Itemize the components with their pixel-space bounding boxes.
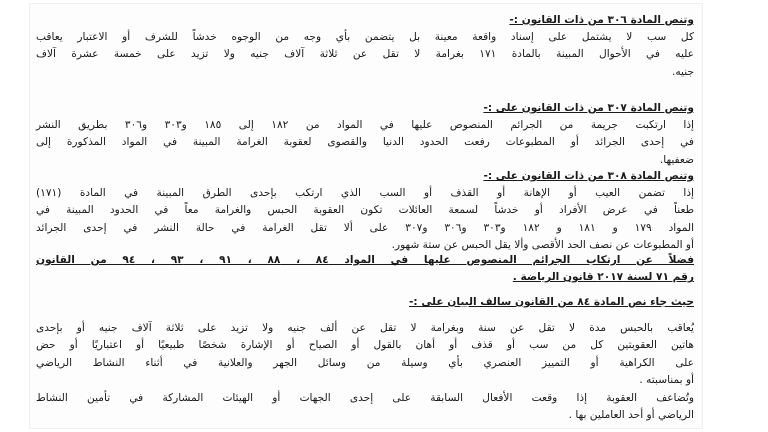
text-line: أو المطبوعات عن نصف الحد الأقصى وألا يقل الحبس عن ستة شهور. — [391, 238, 694, 251]
text-line: كل سب لا يشتمل على إسناد واقعة معينة بل يتضمن بأي وجه من الوجوه خدشاً للشرف أو الاعتبار يعاقب — [36, 31, 694, 44]
sports-law-statement — [36, 252, 694, 286]
article-307-heading: وتنص المادة ٣٠٧ من ذات القانون على :- — [483, 102, 694, 114]
text-line: أو بمناسبته . — [639, 373, 694, 386]
text-line: يُعاقب بالحبس مدة لا تقل عن سنة وبغرامة لا تقل عن ألف جنيه ولا تزيد على ثلاثة آلاف جنيه أو بإحدى — [36, 322, 694, 335]
text-line: على الكراهية أو التمييز العنصري بأي وسيلة من وسائل الجهر والعلانية في أثناء النشاط الرياضي — [36, 356, 694, 369]
text-line: الرياضي أو أحد العاملين بها . — [568, 409, 694, 422]
text-line: ضعفيها. — [659, 153, 694, 166]
text-line: في إحدى الجرائد أو المطبوعات رفعت الحدود الدنيا والقصوى لعقوبة الغرامة المبينة في المواد المذكورة إلى — [36, 136, 694, 149]
text-line: إذا تضمن العيب أو الإهانة أو القذف أو السب الذي ارتكب بإحدى الطرق المبينة في المادة (١٧١) — [36, 187, 694, 200]
document-page — [30, 4, 702, 428]
text-line: عليه في الأحوال المبينة بالمادة ١٧١ بغرامة لا تقل عن ثلاثة آلاف جنيه ولا تزيد على خمسة عشرة آلاف — [36, 48, 694, 61]
article-306-section — [36, 12, 694, 81]
sports-law-line: فضلاً عن ارتكاب الجرائم المنصوص عليها في المواد ٨٤ ، ٨٨ ، ٩١ ، ٩٣ ، ٩٤ من القانون — [36, 254, 695, 266]
article-306-heading: وتنص المادة ٣٠٦ من ذات القانون :- — [509, 14, 694, 26]
text-line: هاتين العقوبتين كل من سب أو قذف أو أهان بالقول أو الصياح أو الإشارة شخصًا طبيعيًا أو اعتباريًا أو حض — [36, 339, 694, 352]
text-line: طعناً في عرض الأفراد أو خدشاً لسمعة العائلات تكون العقوبة الحبس والغرامة معاً في الحدود المبينة في — [36, 204, 694, 217]
text-line: جنيه. — [672, 65, 694, 78]
article-84-heading: حيث جاء نص المادة ٨٤ من القانون سالف البيان على :- — [409, 296, 694, 308]
article-84-section — [36, 294, 694, 389]
article-308-heading: وتنص المادة ٣٠٨ من ذات القانون على :- — [483, 170, 694, 182]
text-line: المواد ١٧٩ و ١٨١ و ١٨٢ و٣٠٣ و٣٠٦ و٣٠٧ على ألا تقل الغرامة في حالة النشر في إحدى الجرائد — [36, 221, 695, 234]
penalty-doubling-paragraph — [36, 390, 694, 424]
text-line: وتُضاعف العقوبة إذا وقعت الأفعال السابقة على إحدى الجهات أو الهيئات المشاركة في تأمين النشاط — [36, 392, 694, 404]
article-308-section — [36, 168, 694, 254]
sports-law-line: رقم ٧١ لسنة ٢٠١٧ قانون الرياضة . — [512, 271, 694, 284]
text-line: إذا ارتكبت جريمة من الجرائم المنصوص عليها في المواد من ١٨٢ إلى ١٨٥ و٣٠٣ و٣٠٦ بطريق النشر — [36, 119, 694, 132]
article-307-section — [36, 100, 694, 169]
